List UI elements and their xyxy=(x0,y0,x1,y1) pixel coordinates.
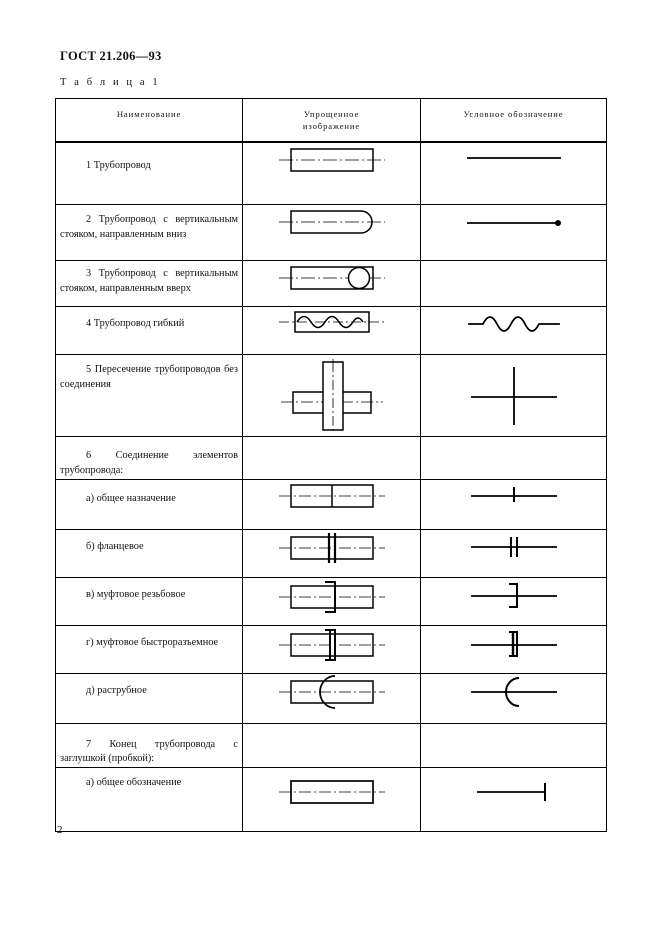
simplified-image-cell xyxy=(243,723,421,768)
joint-general-icon xyxy=(243,480,420,512)
symbol-cell xyxy=(421,768,607,832)
simplified-image-cell xyxy=(243,673,421,723)
row-label: 6 Соединение элементов трубопровода: xyxy=(60,449,238,476)
simplified-image-cell xyxy=(243,260,421,306)
row-label-cell xyxy=(56,479,243,529)
row-label: д) раструбное xyxy=(86,684,147,696)
wavy-line-icon xyxy=(421,307,606,337)
table-row xyxy=(56,260,607,306)
row-label: а) общее обозначение xyxy=(86,777,182,789)
arc-socket-icon xyxy=(421,674,606,708)
row-label: 7 Конец трубопровода с заглушкой (пробкой): xyxy=(60,738,238,765)
row-label: б) фланцевое xyxy=(86,540,144,552)
pipe-crossing-icon xyxy=(243,355,420,433)
row-label: 5 Пересечение трубопроводов без соединения xyxy=(60,363,238,390)
joint-socket-icon xyxy=(243,674,420,710)
pipe-plain-icon xyxy=(243,143,420,177)
bracket-threaded-icon xyxy=(421,578,606,610)
row-label-cell xyxy=(56,723,243,768)
line-with-dot-icon xyxy=(421,205,606,233)
column-header-simplified xyxy=(243,99,421,143)
symbol-cell xyxy=(421,479,607,529)
column-header-simplified-line2: изображение xyxy=(302,120,361,131)
table-header-row xyxy=(56,99,607,143)
row-label-cell xyxy=(56,142,243,204)
row-label-cell xyxy=(56,768,243,832)
simplified-image-cell xyxy=(243,204,421,260)
row-label-cell xyxy=(56,577,243,625)
symbol-cell xyxy=(421,260,607,306)
row-label-cell xyxy=(56,436,243,479)
tick-single-icon xyxy=(421,480,606,508)
row-label: в) муфтовое резьбовое xyxy=(86,588,186,600)
row-label-cell xyxy=(56,354,243,436)
row-label: 2 Трубопровод с вертикальным стояком, направленным вниз xyxy=(60,213,238,240)
pipe-riser-down-icon xyxy=(243,205,420,239)
row-label: 3 Трубопровод с вертикальным стояком, направленным вверх xyxy=(60,267,238,294)
symbol-cell xyxy=(421,306,607,354)
table-row xyxy=(56,354,607,436)
symbol-cell xyxy=(421,723,607,768)
symbol-cell xyxy=(421,204,607,260)
simplified-image-cell xyxy=(243,768,421,832)
symbol-cell xyxy=(421,142,607,204)
column-header-simplified-line1: Упрощенное xyxy=(303,109,360,119)
line-plain-icon xyxy=(421,143,606,173)
page-number: 2 xyxy=(57,824,63,836)
simplified-image-cell xyxy=(243,479,421,529)
table-row xyxy=(56,306,607,354)
row-label: 4 Трубопровод гибкий xyxy=(86,317,185,329)
joint-flange-icon xyxy=(243,530,420,566)
row-label-cell xyxy=(56,306,243,354)
row-label-cell xyxy=(56,625,243,673)
symbol-cell xyxy=(421,529,607,577)
pipe-capped-icon xyxy=(243,768,420,808)
standard-number: ГОСТ 21.206—93 xyxy=(60,49,162,63)
table-caption: Т а б л и ц а 1 xyxy=(60,77,161,88)
symbol-cell xyxy=(421,625,607,673)
row-label: 1 Трубопровод xyxy=(86,160,151,172)
table-row xyxy=(56,479,607,529)
simplified-image-cell xyxy=(243,436,421,479)
symbols-table xyxy=(55,98,607,832)
table-row xyxy=(56,436,607,479)
row-label-cell xyxy=(56,260,243,306)
joint-threaded-icon xyxy=(243,578,420,616)
row-label-cell xyxy=(56,529,243,577)
table-row xyxy=(56,204,607,260)
pipe-flexible-icon xyxy=(243,307,420,337)
joint-quick-release-icon xyxy=(243,626,420,664)
simplified-image-cell xyxy=(243,577,421,625)
row-label: г) муфтовое быстроразъемное xyxy=(86,636,219,648)
row-label: а) общее назначение xyxy=(86,492,176,504)
tick-double-icon xyxy=(421,530,606,560)
bracket-quick-release-icon xyxy=(421,626,606,660)
simplified-image-cell xyxy=(243,142,421,204)
pipe-riser-up-icon xyxy=(243,261,420,295)
simplified-image-cell xyxy=(243,306,421,354)
cross-icon xyxy=(421,355,606,429)
symbol-cell xyxy=(421,577,607,625)
table-row xyxy=(56,673,607,723)
row-label-cell xyxy=(56,204,243,260)
column-header-symbol: Условное обозначение xyxy=(421,99,607,143)
simplified-image-cell xyxy=(243,354,421,436)
simplified-image-cell xyxy=(243,529,421,577)
table-row xyxy=(56,768,607,832)
simplified-image-cell xyxy=(243,625,421,673)
table-row xyxy=(56,142,607,204)
table-row xyxy=(56,529,607,577)
table-row xyxy=(56,625,607,673)
symbol-cell xyxy=(421,673,607,723)
symbol-cell xyxy=(421,354,607,436)
symbol-cell xyxy=(421,436,607,479)
table-row xyxy=(56,577,607,625)
table-row xyxy=(56,723,607,768)
row-label-cell xyxy=(56,673,243,723)
line-with-end-bar-icon xyxy=(421,768,606,806)
column-header-name: Наименование xyxy=(56,99,243,143)
